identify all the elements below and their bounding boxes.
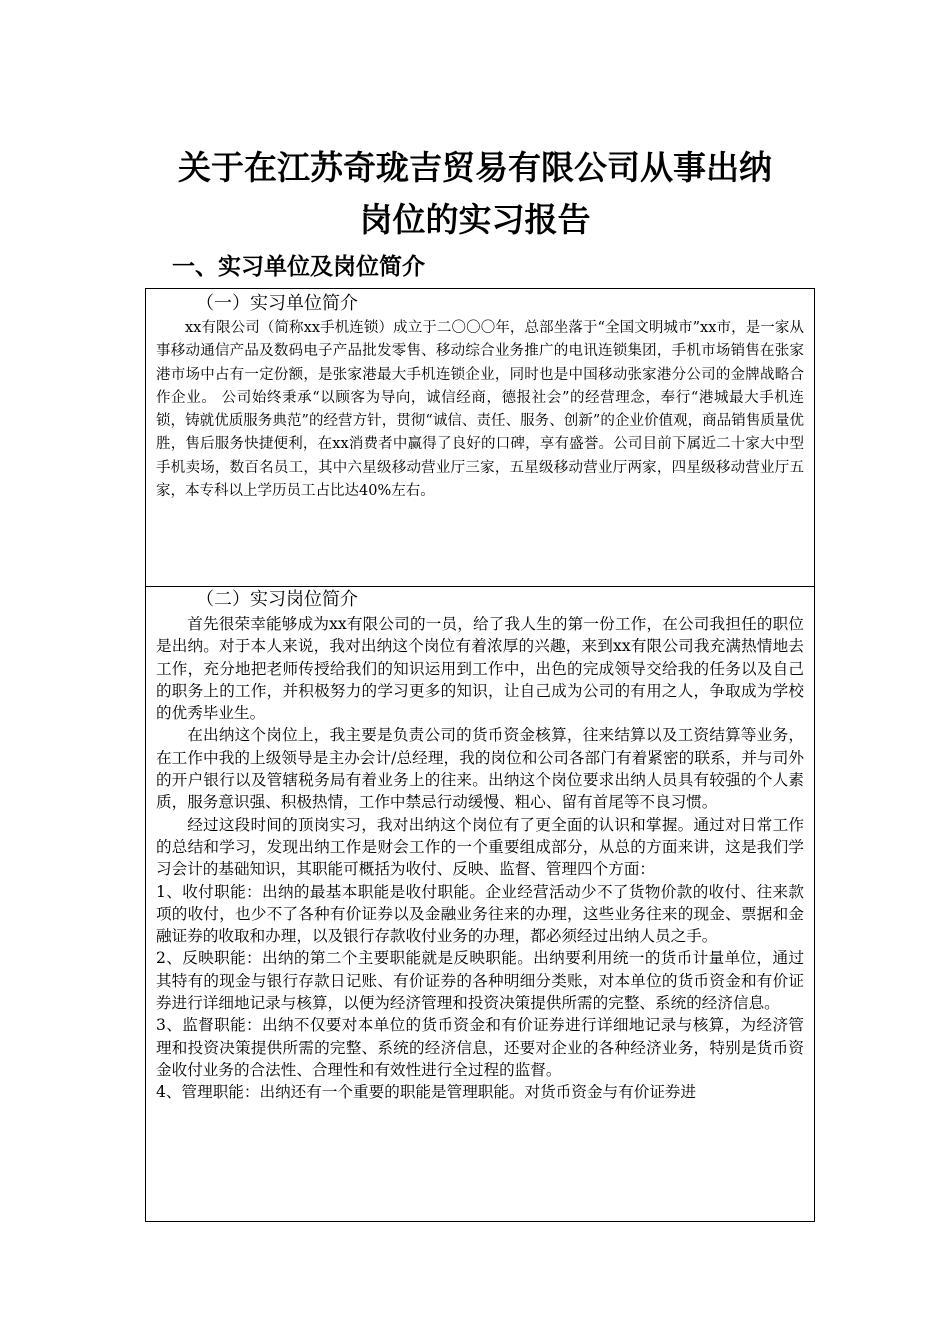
content-table — [145, 288, 815, 1222]
paragraph: 经过这段时间的顶岗实习，我对出纳这个岗位有了更全面的认识和掌握。通过对日常工作的总结和学习，发现出纳工作是财会工作的一个重要组成部分，从总的方面来讲，这是我们学习会计的基础知识，其职能可概括为收付、反映、监督、管理四个方面： — [156, 815, 804, 879]
unit-intro-cell — [146, 289, 814, 587]
document-title — [140, 142, 810, 246]
function-item-supervision: 3、监督职能：出纳不仅要对本单位的货币资金和有价证券进行详细地记录与核算，为经济管理和投资决策提供所需的完整、系统的经济信息，还要对企业的各种经济业务，特别是货币资金收付业务的合法性、合理性和有效性进行全过程的监督。 — [156, 1016, 804, 1079]
paragraph: 在出纳这个岗位上，我主要是负责公司的货币资金核算，往来结算以及工资结算等业务，在工作中我的上级领导是主办会计/总经理，我的岗位和公司各部门有着紧密的联系，并与司外的开户银行以及管辖税务局有着业务上的往来。出纳这个岗位要求出纳人员具有较强的个人素质，服务意识强、积极热情，工作中禁忌行动缓慢、粗心、留有首尾等不良习惯。 — [156, 726, 804, 812]
unit-intro-heading: （一）实习单位简介 — [196, 293, 358, 314]
title-line-1: 关于在江苏奇珑吉贸易有限公司从事出纳 — [178, 148, 772, 187]
function-item-management: 4、管理职能：出纳还有一个重要的职能是管理职能。对货币资金与有价证券进 — [156, 1083, 697, 1102]
section-heading: 一、实习单位及岗位简介 — [172, 254, 425, 280]
function-item-collection: 1、收付职能：出纳的最基本职能是收付职能。企业经营活动少不了货物价款的收付、往来款项的收付，也少不了各种有价证券以及金融业务往来的办理，这些业务往来的现金、票据和金融证券的收取和办理，以及银行存款收付业务的办理，都必须经过出纳人员之手。 — [156, 882, 804, 946]
unit-intro-text: xx有限公司（简称xx手机连锁）成立于二〇〇〇年，总部坐落于“全国文明城市”xx市，是一家从事移动通信产品及数码电子产品批发零售、移动综合业务推广的电讯连锁集团，手机市场销售在张家港市场中占有一定份额，是张家港最大手机连锁企业，同时也是中国移动张家港分公司的金牌战略合作企业。 公司始终秉承“以顾客为导向，诚信经商，德报社会”的经营理念，奉行“港城最大手机连锁，铸就优质服务典范”的经营方针，贯彻“诚信、责任、服务、创新”的企业价值观，商品销售质量优胜，售后服务快捷便利，在xx消费者中赢得了良好的口碑，享有盛誉。公司目前下属近二十家大中型手机卖场，数百名员工，其中六星级移动营业厅三家，五星级移动营业厅两家，四星级移动营业厅五家，本专科以上学历员工占比达40%左右。 — [156, 320, 804, 500]
function-item-reporting: 2、反映职能：出纳的第二个主要职能就是反映职能。出纳要利用统一的货币计量单位，通过其特有的现金与银行存款日记账、有价证券的各种明细分类账，对本单位的货币资金和有价证券进行详细地记录与核算，以便为经济管理和投资决策提供所需的完整、系统的经济信息。 — [156, 949, 804, 1013]
post-intro-heading: （二）实习岗位简介 — [196, 589, 358, 610]
title-line-2: 岗位的实习报告 — [359, 200, 591, 239]
paragraph: 首先很荣幸能够成为xx有限公司的一员，给了我人生的第一份工作，在公司我担任的职位是出纳。对于本人来说，我对出纳这个岗位有着浓厚的兴趣，来到xx有限公司我充满热情地去工作，充分地把老师传授给我们的知识运用到工作中，出色的完成领导交给我的任务以及自己的职务上的工作，并积极努力的学习更多的知识，让自己成为公司的有用之人，争取成为学校的优秀毕业生。 — [156, 615, 804, 723]
post-intro-cell — [146, 587, 814, 1221]
